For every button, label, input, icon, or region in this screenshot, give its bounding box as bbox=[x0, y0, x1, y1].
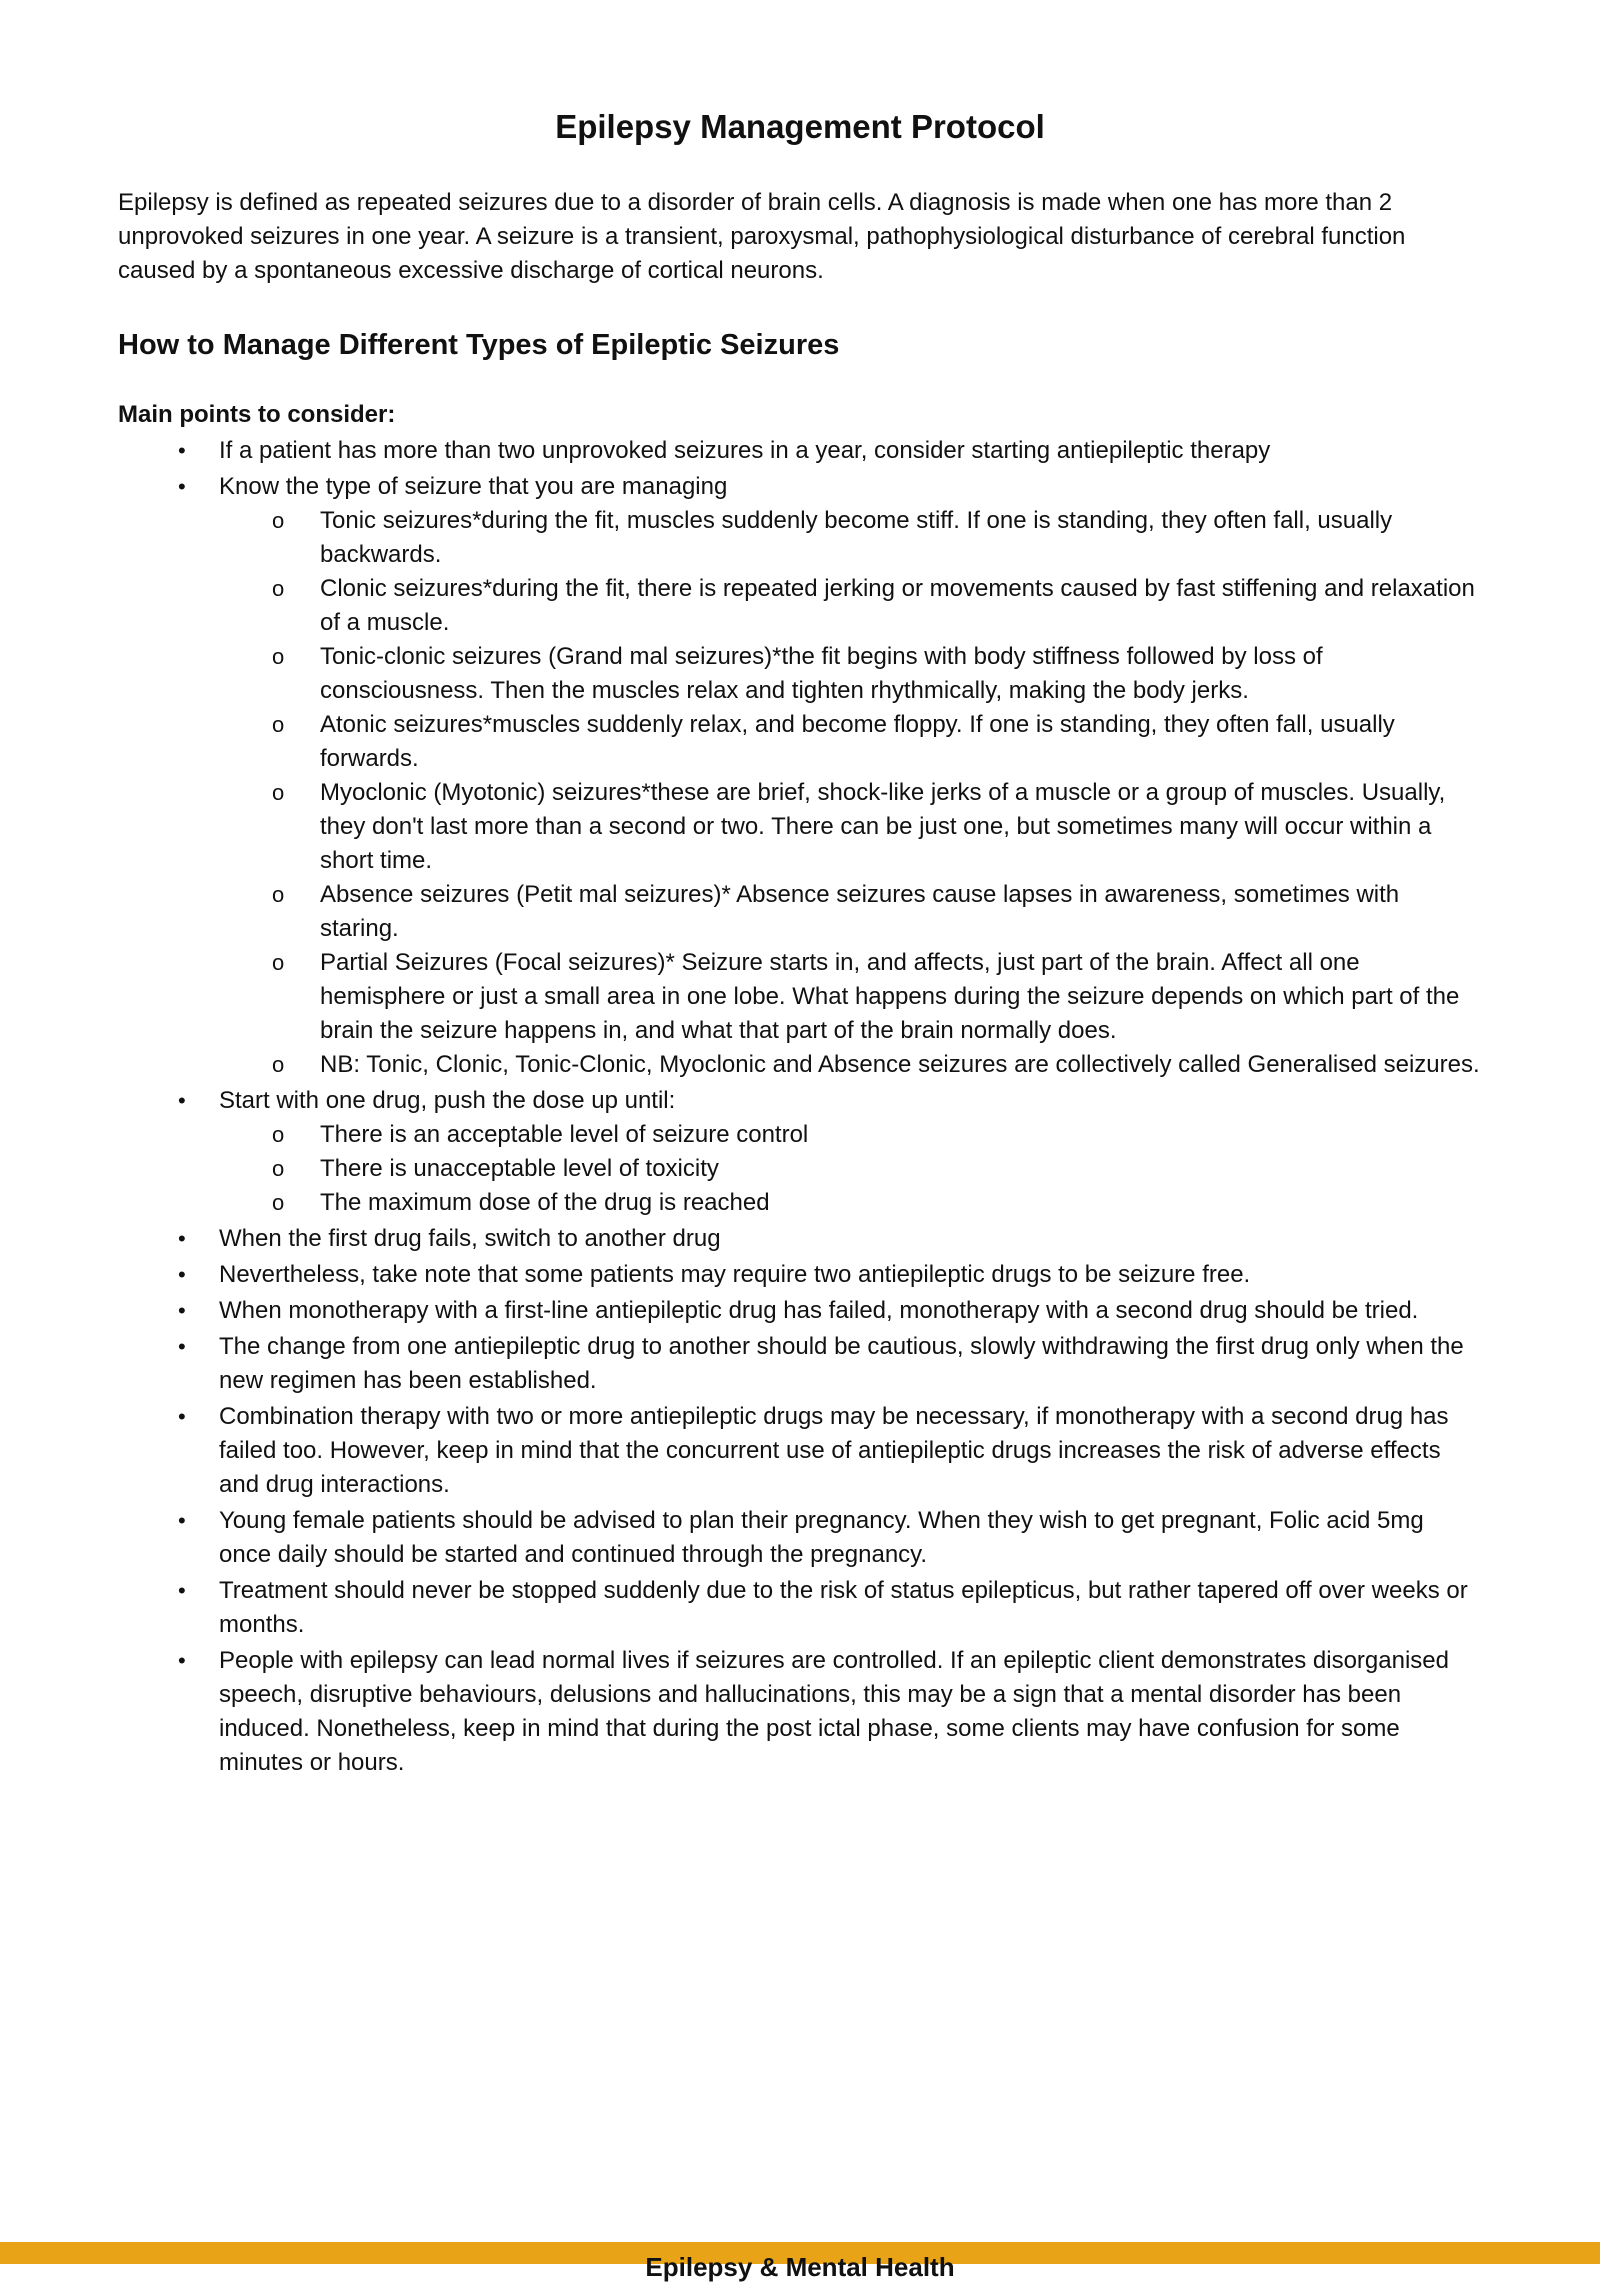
sub-bullet-icon: o bbox=[272, 1190, 285, 1215]
list-item-text: When the first drug fails, switch to another drug bbox=[219, 1225, 721, 1252]
sub-list-item bbox=[219, 1152, 1482, 1186]
sub-bullet-icon: o bbox=[272, 1156, 285, 1181]
list-item bbox=[118, 1084, 1482, 1220]
main-points-heading: Main points to consider: bbox=[118, 401, 396, 428]
sub-list-item bbox=[219, 1048, 1482, 1082]
list-item bbox=[118, 1644, 1482, 1780]
sub-bullet-icon: o bbox=[272, 882, 285, 907]
bullet-icon: • bbox=[178, 1088, 186, 1113]
sub-list-item bbox=[219, 1186, 1482, 1220]
bullet-icon: • bbox=[178, 1226, 186, 1251]
bullet-icon: • bbox=[178, 1262, 186, 1287]
list-item bbox=[118, 1400, 1482, 1502]
bullet-icon: • bbox=[178, 1298, 186, 1323]
list-item bbox=[118, 470, 1482, 1082]
list-item-text: When monotherapy with a first-line antiepileptic drug has failed, monotherapy with a second drug should be tried. bbox=[219, 1297, 1419, 1324]
list-item bbox=[118, 434, 1482, 468]
section-heading: How to Manage Different Types of Epileptic Seizures bbox=[118, 329, 840, 361]
footer-text: Epilepsy & Mental Health bbox=[645, 2252, 955, 2282]
sub-bullet-icon: o bbox=[272, 780, 285, 805]
sub-list-item-text: Tonic-clonic seizures (Grand mal seizures)*the fit begins with body stiffness followed by loss of consciousness. Then the muscles relax and tighten rhythmically, making the body jerks. bbox=[320, 643, 1323, 704]
list-item-text: Nevertheless, take note that some patients may require two antiepileptic drugs to be seizure free. bbox=[219, 1261, 1251, 1288]
sub-list-item-text: Tonic seizures*during the fit, muscles suddenly become stiff. If one is standing, they often fall, usually backwards. bbox=[320, 507, 1393, 568]
sub-list-item bbox=[219, 708, 1482, 776]
list-item-text: Know the type of seizure that you are managing bbox=[219, 473, 728, 500]
bullet-icon: • bbox=[178, 1508, 186, 1533]
list-item-text: People with epilepsy can lead normal lives if seizures are controlled. If an epileptic client demonstrates disorganised speech, disruptive behaviours, delusions and hallucinations, this may be a sign that a mental disorder has been induced. Nonetheless, keep in mind that during the post ictal phase, some clients may have confusion for some minutes or hours. bbox=[219, 1647, 1449, 1776]
list-item bbox=[118, 1574, 1482, 1642]
sub-bullet-icon: o bbox=[272, 644, 285, 669]
bullet-icon: • bbox=[178, 1648, 186, 1673]
list-item-text: Combination therapy with two or more antiepileptic drugs may be necessary, if monotherapy with a second drug has failed too. However, keep in mind that the concurrent use of antiepileptic drugs increases the risk of adverse effects and drug interactions. bbox=[219, 1403, 1449, 1498]
bullet-icon: • bbox=[178, 1578, 186, 1603]
bullet-icon: • bbox=[178, 474, 186, 499]
sub-bullet-icon: o bbox=[272, 1052, 285, 1077]
bullet-icon: • bbox=[178, 1334, 186, 1359]
sub-list-item bbox=[219, 878, 1482, 946]
list-item-text: Young female patients should be advised to plan their pregnancy. When they wish to get pregnant, Folic acid 5mg once daily should be started and continued through the pregnancy. bbox=[219, 1507, 1424, 1568]
list-item bbox=[118, 1294, 1482, 1328]
sub-list-item-text: NB: Tonic, Clonic, Tonic-Clonic, Myoclonic and Absence seizures are collectively called Generalised seizures. bbox=[320, 1051, 1480, 1078]
sub-bullet-icon: o bbox=[272, 712, 285, 737]
sub-list bbox=[219, 1118, 1482, 1220]
sub-list-item-text: Myoclonic (Myotonic) seizures*these are brief, shock-like jerks of a muscle or a group of muscles. Usually, they don't last more than a second or two. There can be just one, but sometimes many will occur within a short time. bbox=[320, 779, 1446, 874]
list-item bbox=[118, 1330, 1482, 1398]
sub-list-item-text: There is an acceptable level of seizure control bbox=[320, 1121, 809, 1148]
list-item-text: Start with one drug, push the dose up until: bbox=[219, 1087, 676, 1114]
sub-list-item bbox=[219, 776, 1482, 878]
sub-list-item bbox=[219, 946, 1482, 1048]
sub-list-item bbox=[219, 572, 1482, 640]
sub-list-item bbox=[219, 1118, 1482, 1152]
sub-bullet-icon: o bbox=[272, 950, 285, 975]
list-item-text: If a patient has more than two unprovoked seizures in a year, consider starting antiepileptic therapy bbox=[219, 437, 1271, 464]
main-points-list bbox=[118, 434, 1482, 1782]
sub-list-item-text: The maximum dose of the drug is reached bbox=[320, 1189, 770, 1216]
sub-list-item bbox=[219, 640, 1482, 708]
bullet-icon: • bbox=[178, 1404, 186, 1429]
list-item bbox=[118, 1222, 1482, 1256]
intro-paragraph: Epilepsy is defined as repeated seizures due to a disorder of brain cells. A diagnosis is made when one has more than 2 unprovoked seizures in one year. A seizure is a transient, paroxysmal, pathophysiological disturbance of cerebral function caused by a spontaneous excessive discharge of cortical neurons. bbox=[118, 189, 1406, 284]
bullet-icon: • bbox=[178, 438, 186, 463]
sub-bullet-icon: o bbox=[272, 1122, 285, 1147]
document-title: Epilepsy Management Protocol bbox=[555, 108, 1045, 145]
sub-bullet-icon: o bbox=[272, 508, 285, 533]
sub-list-item-text: Partial Seizures (Focal seizures)* Seizure starts in, and affects, just part of the brain. Affect all one hemisphere or just a small area in one lobe. What happens during the seizure depends on which part of the brain the seizure happens in, and what that part of the brain normally does. bbox=[320, 949, 1460, 1044]
list-item bbox=[118, 1504, 1482, 1572]
sub-list-item-text: There is unacceptable level of toxicity bbox=[320, 1155, 719, 1182]
footer-bar bbox=[0, 2242, 1600, 2282]
sub-bullet-icon: o bbox=[272, 576, 285, 601]
list-item-text: Treatment should never be stopped suddenly due to the risk of status epilepticus, but rather tapered off over weeks or months. bbox=[219, 1577, 1468, 1638]
list-item-text: The change from one antiepileptic drug to another should be cautious, slowly withdrawing the first drug only when the new regimen has been established. bbox=[219, 1333, 1464, 1394]
sub-list-item bbox=[219, 504, 1482, 572]
sub-list-item-text: Absence seizures (Petit mal seizures)* Absence seizures cause lapses in awareness, sometimes with staring. bbox=[320, 881, 1400, 942]
list-item bbox=[118, 1258, 1482, 1292]
sub-list-item-text: Clonic seizures*during the fit, there is repeated jerking or movements caused by fast stiffening and relaxation of a muscle. bbox=[320, 575, 1475, 636]
sub-list-item-text: Atonic seizures*muscles suddenly relax, and become floppy. If one is standing, they often fall, usually forwards. bbox=[320, 711, 1395, 772]
sub-list bbox=[219, 504, 1482, 1082]
